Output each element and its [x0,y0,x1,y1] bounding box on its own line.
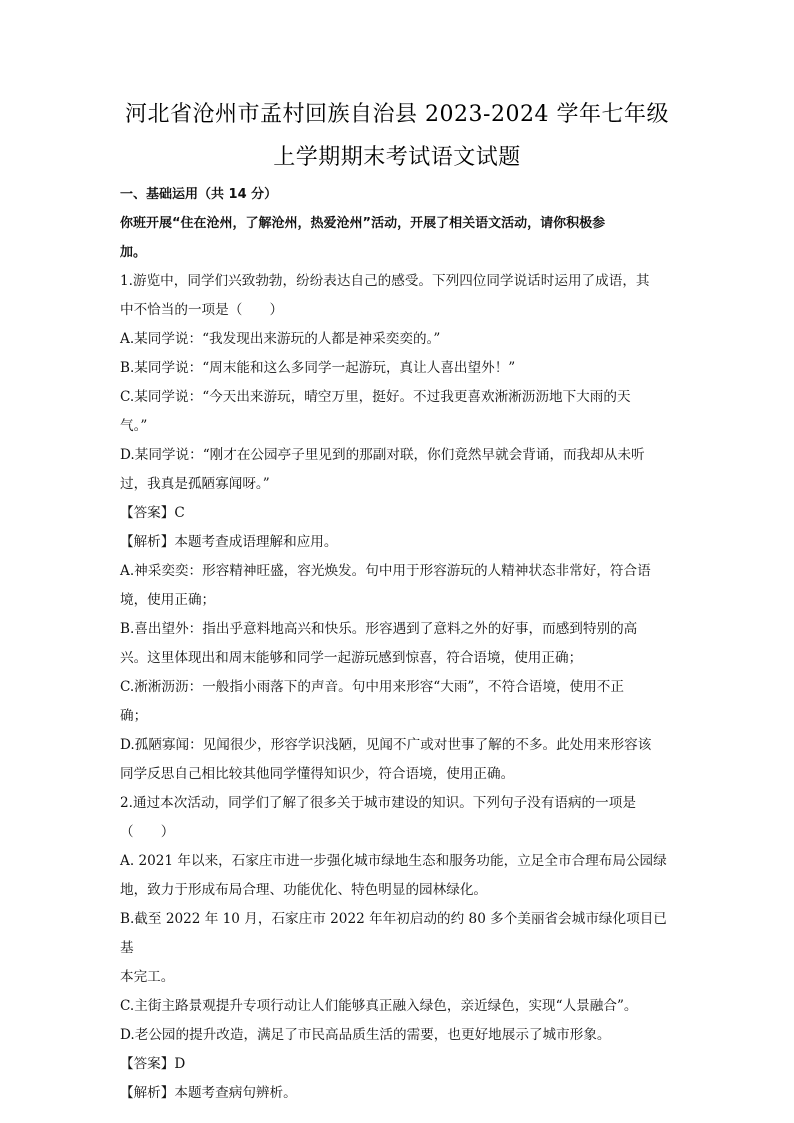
text-line: 本完工。 [120,969,175,985]
text-line: 兴。这里体现出和周末能够和同学一起游玩感到惊喜，符合语境，使用正确； [120,650,583,666]
text-line: 【解析】本题考查成语理解和应用。 [120,534,338,550]
title-line-1: 河北省沧州市孟村回族自治县 2023-2024 学年七年级 [125,102,669,127]
text-line: B.喜出望外：指出乎意料地高兴和快乐。形容遇到了意料之外的好事，而感到特别的高 [120,621,638,637]
text-line: C.某同学说：“今天出来游玩，晴空万里，挺好。不过我更喜欢淅淅沥沥地下大雨的天 [120,389,631,405]
text-line: C.淅淅沥沥：一般指小雨落下的声音。句中用来形容“大雨”，不符合语境，使用不正 [120,679,624,695]
text-line: C.主街主路景观提升专项行动让人们能够真正融入绿色，亲近绿色，实现“人景融合”。 [120,998,638,1014]
text-line: 【答案】D [120,1056,186,1072]
text-line: D.孤陋寡闻：见闻很少，形容学识浅陋，见闻不广或对世事了解的不多。此处用来形容该 [120,737,652,753]
text-line: 地，致力于形成布局合理、功能优化、特色明显的园林绿化。 [120,882,488,898]
text-line: D.老公园的提升改造，满足了市民高品质生活的需要，也更好地展示了城市形象。 [120,1027,611,1043]
text-line: 气。” [120,418,148,434]
text-line: 境，使用正确； [120,592,216,608]
text-line: 确； [120,708,148,724]
text-line: 【解析】本题考查病句辨析。 [120,1085,297,1101]
text-line: 同学反思自己相比较其他同学懂得知识少，符合语境，使用正确。 [120,766,515,782]
text-line: 【答案】C [120,505,185,521]
text-line: 一、基础运用（共 14 分） [120,187,278,202]
text-line: 加。 [120,245,147,260]
text-line: 中不恰当的一项是（ ） [120,302,284,318]
text-line: 过，我真是孤陋寡闻呀。” [120,476,270,492]
text-line: D.某同学说：“刚才在公园亭子里见到的那副对联，你们竟然早就会背诵，而我却从未听 [120,447,645,463]
text-line: 2.通过本次活动，同学们了解了很多关于城市建设的知识。下列句子没有语病的一项是 [120,795,636,811]
text-line: A.某同学说：“我发现出来游玩的人都是神采奕奕的。” [120,331,441,347]
title-line-2: 上学期期末考试语文试题 [273,145,521,170]
text-line: （ ） [120,824,175,840]
text-line: A. 2021 年以来，石家庄市进一步强化城市绿地生态和服务功能，立足全市合理布局公园绿 [120,853,667,869]
text-line: 你班开展“住在沧州，了解沧州，热爱沧州”活动，开展了相关语文活动，请你积极参 [120,216,606,231]
text-line: A.神采奕奕：形容精神旺盛，容光焕发。句中用于形容游玩的人精神状态非常好，符合语 [120,563,651,579]
text-line: B.截至 2022 年 10 月，石家庄市 2022 年年初启动的约 80 多个美丽省会城市绿化项目已基 [120,911,667,956]
text-line: B.某同学说：“周末能和这么多同学一起游玩，真让人喜出望外！” [120,360,516,376]
document-body [120,180,680,1108]
text-line: 1.游览中，同学们兴致勃勃，纷纷表达自己的感受。下列四位同学说话时运用了成语，其 [120,273,650,289]
